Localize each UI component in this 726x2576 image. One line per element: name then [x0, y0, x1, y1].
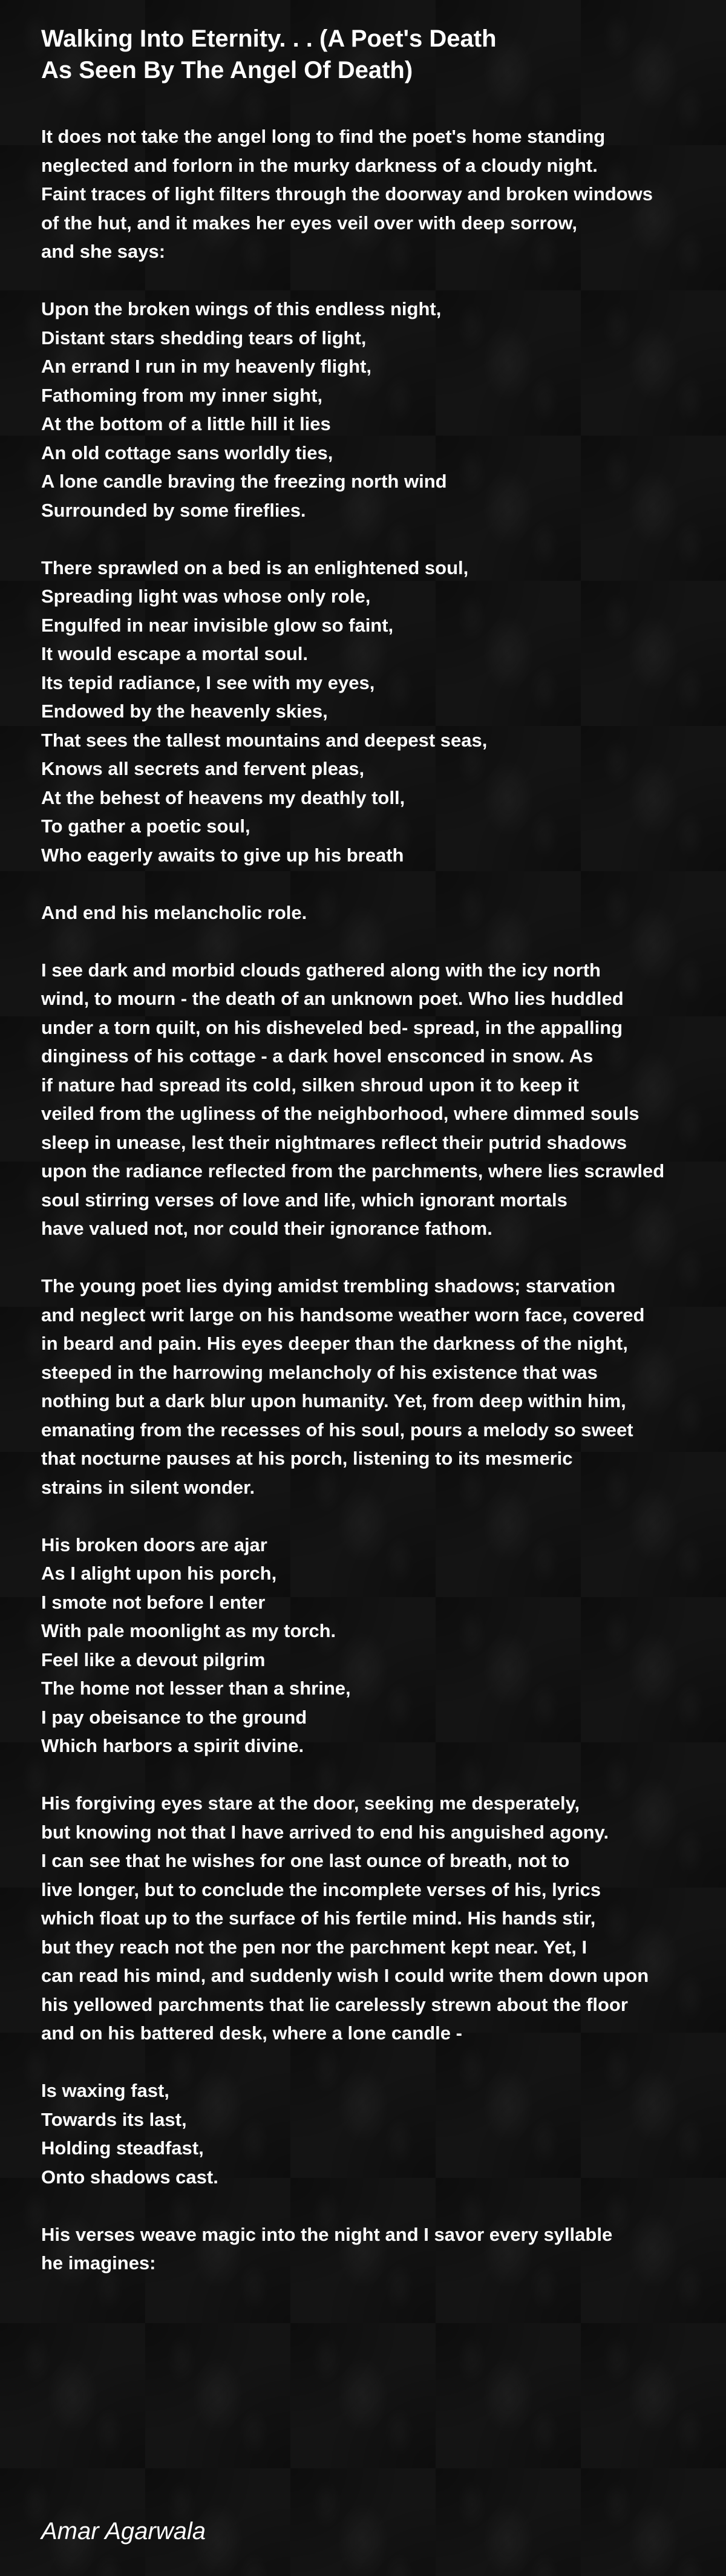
- poem-line: Onto shadows cast.: [41, 2166, 218, 2188]
- poem-line: That sees the tallest mountains and deepest seas,: [41, 729, 488, 751]
- poem-line: but they reach not the pen nor the parchment kept near. Yet, I: [41, 1936, 587, 1958]
- poem-line: I can see that he wishes for one last ounce of breath, not to: [41, 1850, 570, 1871]
- poem-line: strains in silent wonder.: [41, 1476, 255, 1498]
- poem-line: if nature had spread its cold, silken shroud upon it to keep it: [41, 1074, 579, 1096]
- poem-line: Towards its last,: [41, 2108, 187, 2130]
- poem-line: have valued not, nor could their ignorance fathom.: [41, 1218, 492, 1239]
- poem-line: His forgiving eyes stare at the door, seeking me desperately,: [41, 1793, 580, 1814]
- poem-line: There sprawled on a bed is an enlightened soul,: [41, 557, 469, 578]
- poem-line: live longer, but to conclude the incomplete verses of his, lyrics: [41, 1878, 601, 1900]
- poem-line: It would escape a mortal soul.: [41, 643, 308, 664]
- poem-line: soul stirring verses of love and life, which ignorant mortals: [41, 1189, 567, 1211]
- poem-line: Holding steadfast,: [41, 2137, 204, 2159]
- stanza: [41, 2220, 719, 2278]
- stanza: [41, 554, 719, 870]
- stanza: [41, 898, 719, 927]
- poem-line: Faint traces of light filters through the doorway and broken windows: [41, 183, 653, 204]
- poem-line: It does not take the angel long to find the poet's home standing: [41, 126, 606, 147]
- poem-line: Feel like a devout pilgrim: [41, 1649, 266, 1670]
- poem-line: of the hut, and it makes her eyes veil over with deep sorrow,: [41, 212, 578, 234]
- poem-body: [41, 122, 719, 2306]
- title-line: Walking Into Eternity. . . (A Poet's Death: [41, 25, 497, 52]
- poem-line: Fathoming from my inner sight,: [41, 384, 323, 406]
- poem-line: Engulfed in near invisible glow so faint,: [41, 614, 394, 636]
- poem-line: Who eagerly awaits to give up his breath: [41, 844, 404, 866]
- poem-line: he imagines:: [41, 2252, 156, 2274]
- poem-line: nothing but a dark blur upon humanity. Yet, from deep within him,: [41, 1390, 626, 1411]
- poem-line: Which harbors a spirit divine.: [41, 1735, 304, 1756]
- poem-line: which float up to the surface of his fertile mind. His hands stir,: [41, 1907, 596, 1929]
- poem-line: Is waxing fast,: [41, 2080, 169, 2101]
- poem-line: At the bottom of a little hill it lies: [41, 413, 331, 434]
- poem-line: Distant stars shedding tears of light,: [41, 327, 367, 348]
- poem-line: and she says:: [41, 241, 166, 262]
- poem-line: I smote not before I enter: [41, 1591, 266, 1613]
- poem-line: An old cottage sans worldly ties,: [41, 442, 333, 463]
- poem-line: I see dark and morbid clouds gathered along with the icy north: [41, 959, 601, 981]
- poem-line: neglected and forlorn in the murky darkness of a cloudy night.: [41, 154, 598, 176]
- poem-line: that nocturne pauses at his porch, listening to its mesmeric: [41, 1448, 573, 1469]
- poem-line: His verses weave magic into the night and I savor every syllable: [41, 2223, 613, 2245]
- poem-line: and neglect writ large on his handsome weather worn face, covered: [41, 1304, 645, 1326]
- poem-line: can read his mind, and suddenly wish I could write them down upon: [41, 1965, 649, 1986]
- poem-line: At the behest of heavens my deathly toll,: [41, 786, 405, 808]
- stanza: [41, 1531, 719, 1760]
- poem-author: Amar Agarwala: [41, 2518, 206, 2545]
- poem-line: under a torn quilt, on his disheveled bed- spread, in the appalling: [41, 1016, 623, 1038]
- poem-line: steeped in the harrowing melancholy of his existence that was: [41, 1361, 598, 1383]
- title-line: As Seen By The Angel Of Death): [41, 57, 413, 83]
- poem-line: As I alight upon his porch,: [41, 1563, 277, 1584]
- poem-line: his yellowed parchments that lie carelessly strewn about the floor: [41, 1993, 628, 2015]
- poem-line: A lone candle braving the freezing north wind: [41, 471, 447, 492]
- poem-line: and on his battered desk, where a lone candle -: [41, 2022, 462, 2044]
- poem-line: veiled from the ugliness of the neighborhood, where dimmed souls: [41, 1103, 639, 1124]
- poem-line: emanating from the recesses of his soul, pours a melody so sweet: [41, 1419, 633, 1440]
- poem-line: An errand I run in my heavenly flight,: [41, 356, 372, 377]
- poem-line: Surrounded by some fireflies.: [41, 499, 306, 521]
- stanza: [41, 295, 719, 525]
- stanza: [41, 1789, 719, 2048]
- poem-title: [41, 23, 695, 86]
- stanza: [41, 1272, 719, 1502]
- poem-line: wind, to mourn - the death of an unknown poet. Who lies huddled: [41, 988, 624, 1009]
- poem-line: Its tepid radiance, I see with my eyes,: [41, 672, 375, 693]
- poem-line: With pale moonlight as my torch.: [41, 1620, 336, 1641]
- stanza: [41, 2076, 719, 2191]
- poem-line: The home not lesser than a shrine,: [41, 1678, 351, 1699]
- poem-line: in beard and pain. His eyes deeper than the darkness of the night,: [41, 1333, 628, 1354]
- stanza: [41, 122, 719, 266]
- poem-line: dinginess of his cottage - a dark hovel ensconced in snow. As: [41, 1045, 594, 1067]
- poem-line: sleep in unease, lest their nightmares reflect their putrid shadows: [41, 1131, 627, 1153]
- poem-line: To gather a poetic soul,: [41, 816, 250, 837]
- poem-line: Knows all secrets and fervent pleas,: [41, 758, 365, 779]
- stanza: [41, 956, 719, 1243]
- poem-line: And end his melancholic role.: [41, 901, 307, 923]
- poem-line: upon the radiance reflected from the parchments, where lies scrawled: [41, 1160, 665, 1182]
- poem-line: but knowing not that I have arrived to end his anguished agony.: [41, 1821, 609, 1843]
- poem-line: The young poet lies dying amidst trembling shadows; starvation: [41, 1275, 616, 1296]
- poem-line: Endowed by the heavenly skies,: [41, 701, 328, 722]
- poem-line: I pay obeisance to the ground: [41, 1706, 307, 1728]
- poem-line: His broken doors are ajar: [41, 1534, 267, 1555]
- poem-line: Upon the broken wings of this endless night,: [41, 298, 442, 319]
- poem-line: Spreading light was whose only role,: [41, 586, 371, 607]
